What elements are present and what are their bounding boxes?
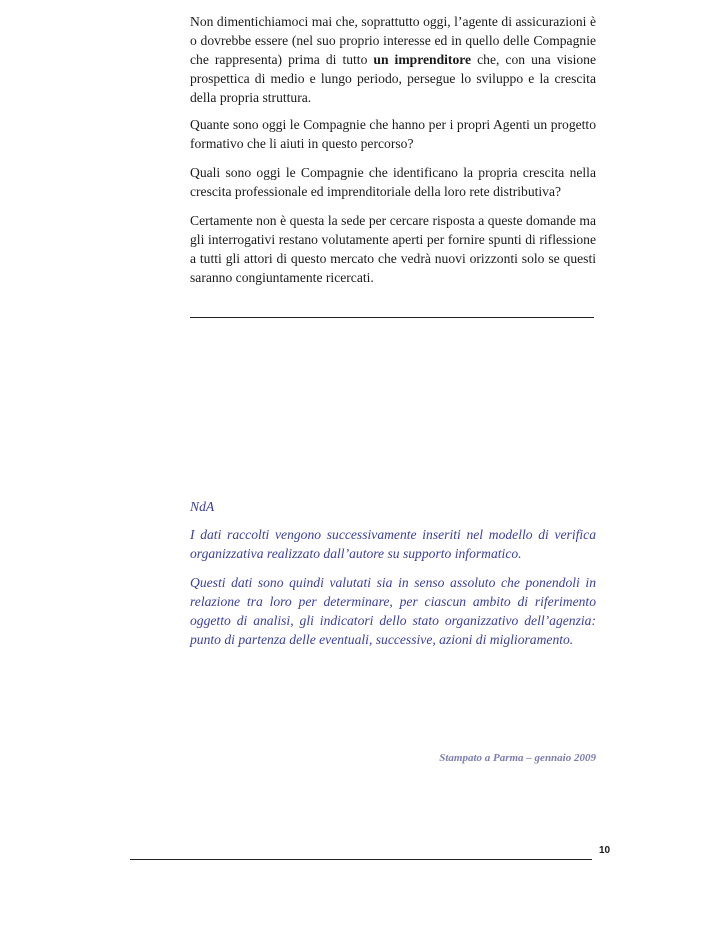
paragraph-1-end: che, con una visione prospettica di medio e lungo periodo, persegue lo sviluppo e la crescita della propria struttura. <box>190 52 597 105</box>
section-divider <box>190 317 594 318</box>
author-note <box>190 497 596 659</box>
paragraph-1-bold: un imprenditore <box>373 52 472 67</box>
printed-location-date: Stampato a Parma – gennaio 2009 <box>439 752 596 764</box>
paragraph-3: Quali sono oggi le Compagnie che identificano la propria crescita nella crescita professionale ed imprenditoriale della loro rete distributiva? <box>190 165 596 199</box>
paragraph-4: Certamente non è questa la sede per cercare risposta a queste domande ma gli interrogativi restano volutamente aperti per fornire spunti di riflessione a tutti gli attori di questo mercato che vedrà nuovi orizzonti solo se questi saranno congiuntamente ricercati. <box>190 213 596 285</box>
paragraph-1-start: Non dimentichiamoci mai che, soprattutto oggi, l’agente di assicurazioni è o dovrebbe essere (nel suo proprio interesse ed in quello delle Compagnie che rappresenta) prima di tutto <box>190 14 596 67</box>
page-number: 10 <box>599 845 611 856</box>
author-note-paragraph-1: I dati raccolti vengono successivamente inseriti nel modello di verifica organizzativa realizzato dall’autore su supporto informatico. <box>190 527 596 561</box>
author-note-paragraph-2: Questi dati sono quindi valutati sia in senso assoluto che ponendoli in relazione tra loro per determinare, per ciascun ambito di riferimento oggetto di analisi, gli indicatori dello stato organizzativo dell’agenzia: punto di partenza delle eventuali, successive, azioni di miglioramento. <box>190 575 596 647</box>
main-text <box>190 12 596 297</box>
paragraph-1 <box>190 12 596 107</box>
author-note-title: NdA <box>190 499 215 514</box>
paragraph-2: Quante sono oggi le Compagnie che hanno per i propri Agenti un progetto formativo che li aiuti in questo percorso? <box>190 117 596 151</box>
footer-divider <box>130 859 592 860</box>
